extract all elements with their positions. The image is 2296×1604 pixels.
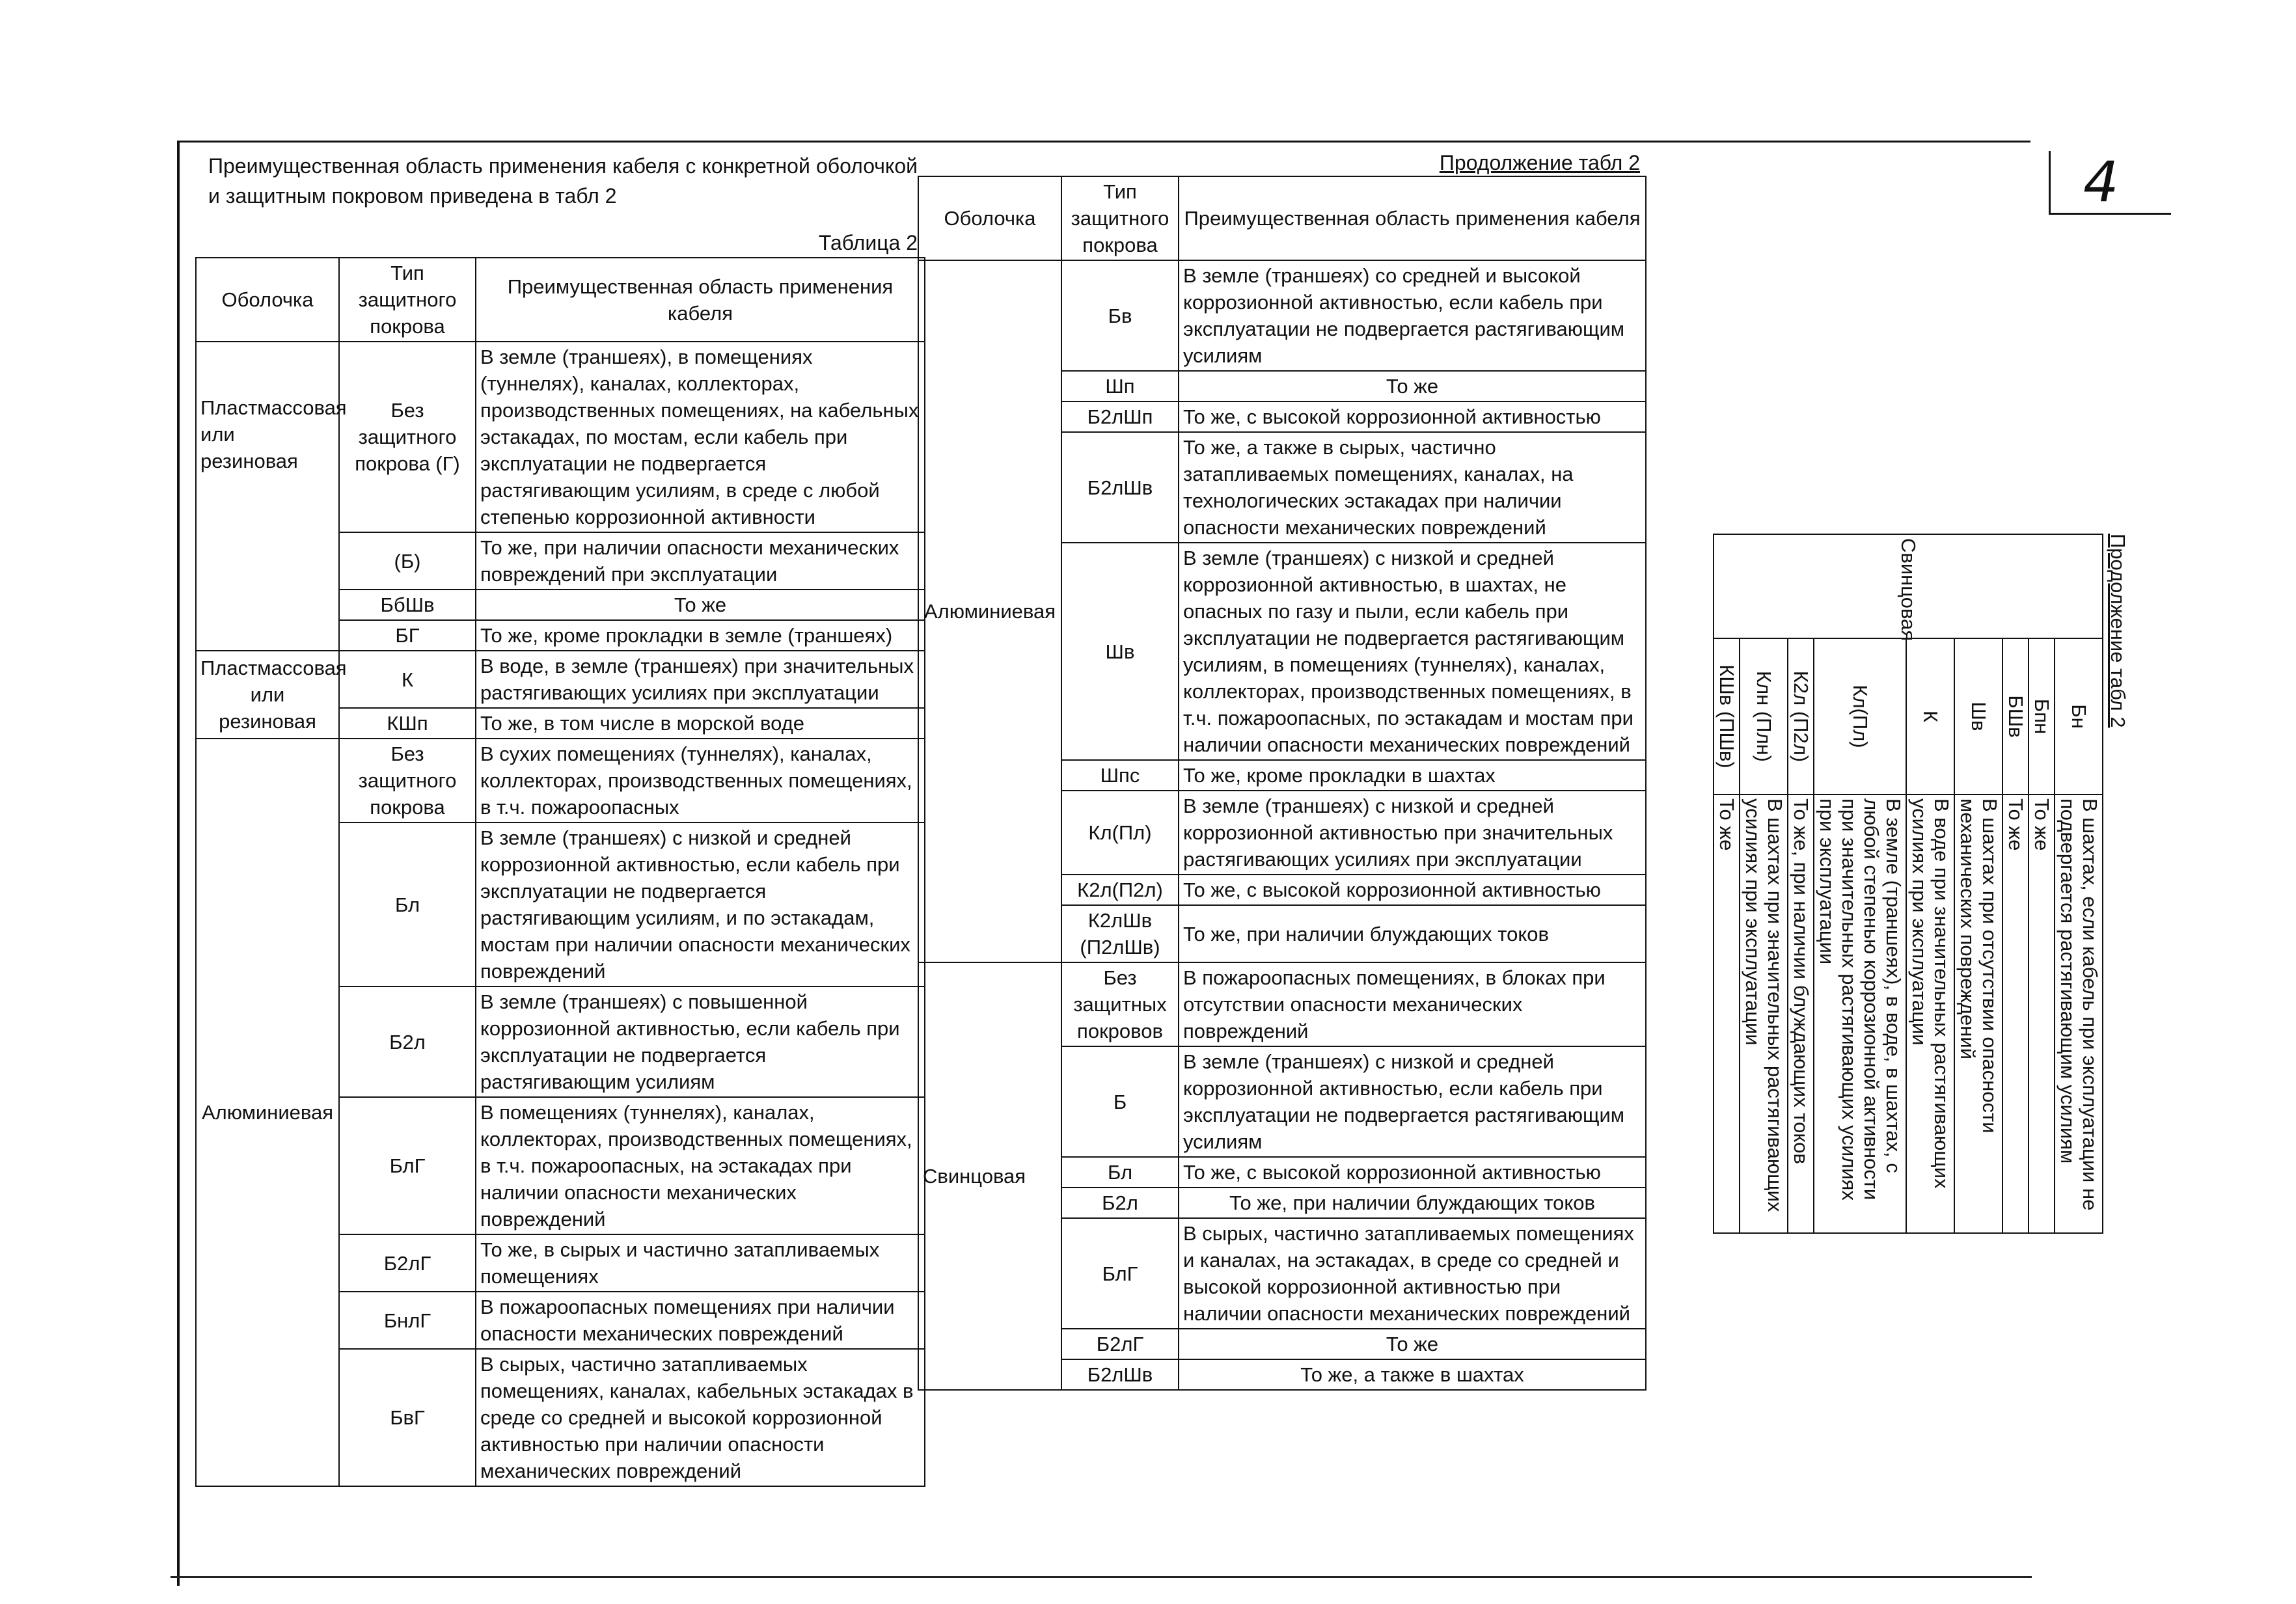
cover-cell: Кл(Пл)	[1814, 638, 1906, 795]
continuation-label-rotated: Продолжение табл 2	[2107, 534, 2129, 728]
area-cell: В воде, в земле (траншеях) при значительных растягивающих усилиях при эксплуатации	[476, 651, 925, 708]
bottom-rule	[171, 1576, 2032, 1578]
table-row	[2002, 534, 2029, 1233]
cover-cell: К2л(П2л)	[1061, 875, 1179, 905]
area-cell: То же	[2029, 795, 2055, 1233]
area-cell: В земле (траншеях) с низкой и средней коррозионной активностью, в шахтах, не опасных по газу и пыли, если кабель при эксплуатации не подвергается растягивающим усилиям, в помещениях (туннелях), каналах, коллекторах, производственных помещениях, в т.ч. пожароопасных, по эстакадам и мостам при наличии опасности механических повреждений	[1179, 543, 1646, 760]
area-cell: В пожароопасных помещениях при наличии опасности механических повреждений	[476, 1292, 925, 1349]
area-cell: В шахтах при отсутствии опасности механических повреждений	[1954, 795, 2002, 1233]
area-cell: В помещениях (туннелях), каналах, коллекторах, производственных помещениях, в т.ч. пожароопасных, на эстакадах при наличии опасности механических повреждений	[476, 1097, 925, 1234]
cover-cell: Клн (Плн)	[1740, 638, 1788, 795]
area-cell: В воде при значительных растягивающих усилиях при эксплуатации	[1906, 795, 1954, 1233]
cover-cell: Бв	[1061, 260, 1179, 371]
area-cell: То же, в сырых и частично затапливаемых помещениях	[476, 1234, 925, 1292]
intro-paragraph: Преимущественная область применения кабеля с конкретной оболочкой и защитным покровом приведена в табл 2	[208, 154, 918, 208]
cover-cell: Б2лШп	[1061, 401, 1179, 432]
cover-cell: Б2лГ	[1061, 1329, 1179, 1359]
table-row	[196, 739, 925, 822]
cover-cell: Шп	[1061, 371, 1179, 401]
cover-cell: Б2лШв	[1061, 432, 1179, 543]
table-row	[196, 651, 925, 708]
table-row	[918, 260, 1646, 371]
cover-cell: Бл	[339, 822, 476, 986]
sheath-cell: Алюминиевая	[918, 260, 1061, 962]
table-row	[1714, 534, 1740, 1233]
area-cell: В земле (траншеях) с низкой и средней коррозионной активностью, если кабель при эксплуатации не подвергается растягивающим усилиям, и по эстакадам, мостам при наличии опасности механических повреждений	[476, 822, 925, 986]
area-cell: То же, с высокой коррозионной активностью	[1179, 401, 1646, 432]
table-2-part-2	[918, 176, 1647, 1391]
area-cell: В земле (траншеях) с низкой и средней коррозионной активностью, если кабель при эксплуатации не подвергается растягивающим усилиям	[1179, 1046, 1646, 1157]
rotated-table-container	[1657, 534, 2129, 1232]
cover-cell: БнлГ	[339, 1292, 476, 1349]
area-cell: В земле (траншеях) с низкой и средней коррозионной активностью при значительных растягивающих усилиях при эксплуатации	[1179, 791, 1646, 875]
table-row	[2029, 534, 2055, 1233]
header-sheath: Оболочка	[918, 176, 1061, 260]
area-cell: В земле (траншеях) с повышенной коррозионной активностью, если кабель при эксплуатации не подвергается растягивающим усилиям	[476, 986, 925, 1097]
cover-cell: Без защитного покрова	[339, 739, 476, 822]
cover-cell: Без защитных покровов	[1061, 962, 1179, 1046]
header-application-area: Преимущественная область применения кабеля	[476, 258, 925, 342]
cover-cell: БГ	[339, 620, 476, 651]
area-cell: То же, в том числе в морской воде	[476, 708, 925, 739]
cover-cell: БлГ	[1061, 1218, 1179, 1329]
cover-cell: КШв (ПШв)	[1714, 638, 1740, 795]
cover-cell: Бн	[2055, 638, 2103, 795]
area-cell: То же, при наличии блуждающих токов	[1179, 905, 1646, 962]
table-2-part-1	[195, 257, 925, 1487]
area-cell: То же	[1179, 1329, 1646, 1359]
header-application-area: Преимущественная область применения кабеля	[1179, 176, 1646, 260]
area-cell: То же, кроме прокладки в земле (траншеях)	[476, 620, 925, 651]
area-cell: То же	[2002, 795, 2029, 1233]
table-row	[196, 342, 925, 532]
cover-cell: Кл(Пл)	[1061, 791, 1179, 875]
area-cell: То же, при наличии опасности механических повреждений при эксплуатации	[476, 532, 925, 590]
area-cell: То же, при наличии блуждающих токов	[1179, 1188, 1646, 1218]
cover-cell: К	[339, 651, 476, 708]
cover-cell: Бпн	[2029, 638, 2055, 795]
area-cell: То же, а также в шахтах	[1179, 1359, 1646, 1390]
area-cell: В сухих помещениях (туннелях), каналах, коллекторах, производственных помещениях, в т.ч. пожароопасных	[476, 739, 925, 822]
area-cell: То же, с высокой коррозионной активностью	[1179, 875, 1646, 905]
cover-cell: Без защитного покрова (Г)	[339, 342, 476, 532]
area-cell: В пожароопасных помещениях, в блоках при отсутствии опасности механических повреждений	[1179, 962, 1646, 1046]
cover-cell: Б2лШв	[1061, 1359, 1179, 1390]
cover-cell: Шв	[1061, 543, 1179, 760]
cover-cell: БШв	[2002, 638, 2029, 795]
sheath-cell: Свинцовая	[1714, 534, 2103, 638]
area-cell: То же, кроме прокладки в шахтах	[1179, 760, 1646, 791]
page-number: 4	[2083, 150, 2119, 215]
area-cell: В сырых, частично затапливаемых помещениях и каналах, на эстакадах, в среде со средней и высокой коррозионной активностью при наличии опасности механических повреждений	[1179, 1218, 1646, 1329]
area-cell: В сырых, частично затапливаемых помещениях, каналах, кабельных эстакадах в среде со средней и высокой коррозионной активностью при наличии опасности механических повреждений	[476, 1349, 925, 1486]
table-2-part-3	[1713, 534, 2103, 1234]
area-cell: В шахтах при значительных растягивающих усилиях при эксплуатации	[1740, 795, 1788, 1233]
table-row	[2055, 534, 2103, 1233]
header-cover-type: Тип защитного покрова	[1061, 176, 1179, 260]
table-row	[1788, 534, 1814, 1233]
page-number-box	[2049, 151, 2171, 215]
rotated-table-wrapper	[1657, 534, 2129, 1232]
sheath-cell: Пластмассовая или резиновая	[196, 651, 339, 739]
header-sheath: Оболочка	[196, 258, 339, 342]
table-row	[1954, 534, 2002, 1233]
area-cell: В земле (траншеях) со средней и высокой коррозионной активностью, если кабель при эксплуатации не подвергается растягивающим усилиям	[1179, 260, 1646, 371]
cover-cell: К	[1906, 638, 1954, 795]
area-cell: То же	[1179, 371, 1646, 401]
cover-cell: БвГ	[339, 1349, 476, 1486]
cover-cell: Бл	[1061, 1157, 1179, 1188]
cover-cell: Шпс	[1061, 760, 1179, 791]
header-cover-type: Тип защитного покрова	[339, 258, 476, 342]
sheath-cell: Алюминиевая	[196, 739, 339, 1486]
cover-cell: К2лШв (П2лШв)	[1061, 905, 1179, 962]
cover-cell: БлГ	[339, 1097, 476, 1234]
cover-cell: Б2лГ	[339, 1234, 476, 1292]
cover-cell: К2л (П2л)	[1788, 638, 1814, 795]
area-cell: То же, при наличии блуждающих токов	[1788, 795, 1814, 1233]
cover-cell: БбШв	[339, 590, 476, 620]
cover-cell: Б	[1061, 1046, 1179, 1157]
area-cell: В земле (траншеях), в воде, в шахтах, с любой степенью коррозионной активности при значительных растягивающих усилиях при эксплуатации	[1814, 795, 1906, 1233]
cover-cell: КШп	[339, 708, 476, 739]
table-label: Таблица 2	[818, 231, 918, 254]
table-row	[1740, 534, 1788, 1233]
cover-cell: Б2л	[1061, 1188, 1179, 1218]
cover-cell: (Б)	[339, 532, 476, 590]
sheath-cell: Пластмассовая или резиновая	[196, 342, 339, 651]
area-cell: То же	[1714, 795, 1740, 1233]
continuation-label: Продолжение табл 2	[1439, 151, 1640, 174]
area-cell: То же, с высокой коррозионной активностью	[1179, 1157, 1646, 1188]
cover-cell: Б2л	[339, 986, 476, 1097]
table-row	[918, 962, 1646, 1046]
table-row	[1814, 534, 1906, 1233]
sheath-cell: Свинцовая	[918, 962, 1061, 1390]
area-cell: То же, а также в сырых, частично затапливаемых помещениях, каналах, на технологических эстакадах при наличии опасности механических повреждений	[1179, 432, 1646, 543]
area-cell: В земле (траншеях), в помещениях (туннелях), каналах, коллекторах, производственных помещениях, на кабельных эстакадах, по мостам, если кабель при эксплуатации не подвергается растягивающим усилиям, в среде с любой степенью коррозионной активности	[476, 342, 925, 532]
area-cell: То же	[476, 590, 925, 620]
cover-cell: Шв	[1954, 638, 2002, 795]
area-cell: В шахтах, если кабель при эксплуатации не подвергается растягивающим усилиям	[2055, 795, 2103, 1233]
